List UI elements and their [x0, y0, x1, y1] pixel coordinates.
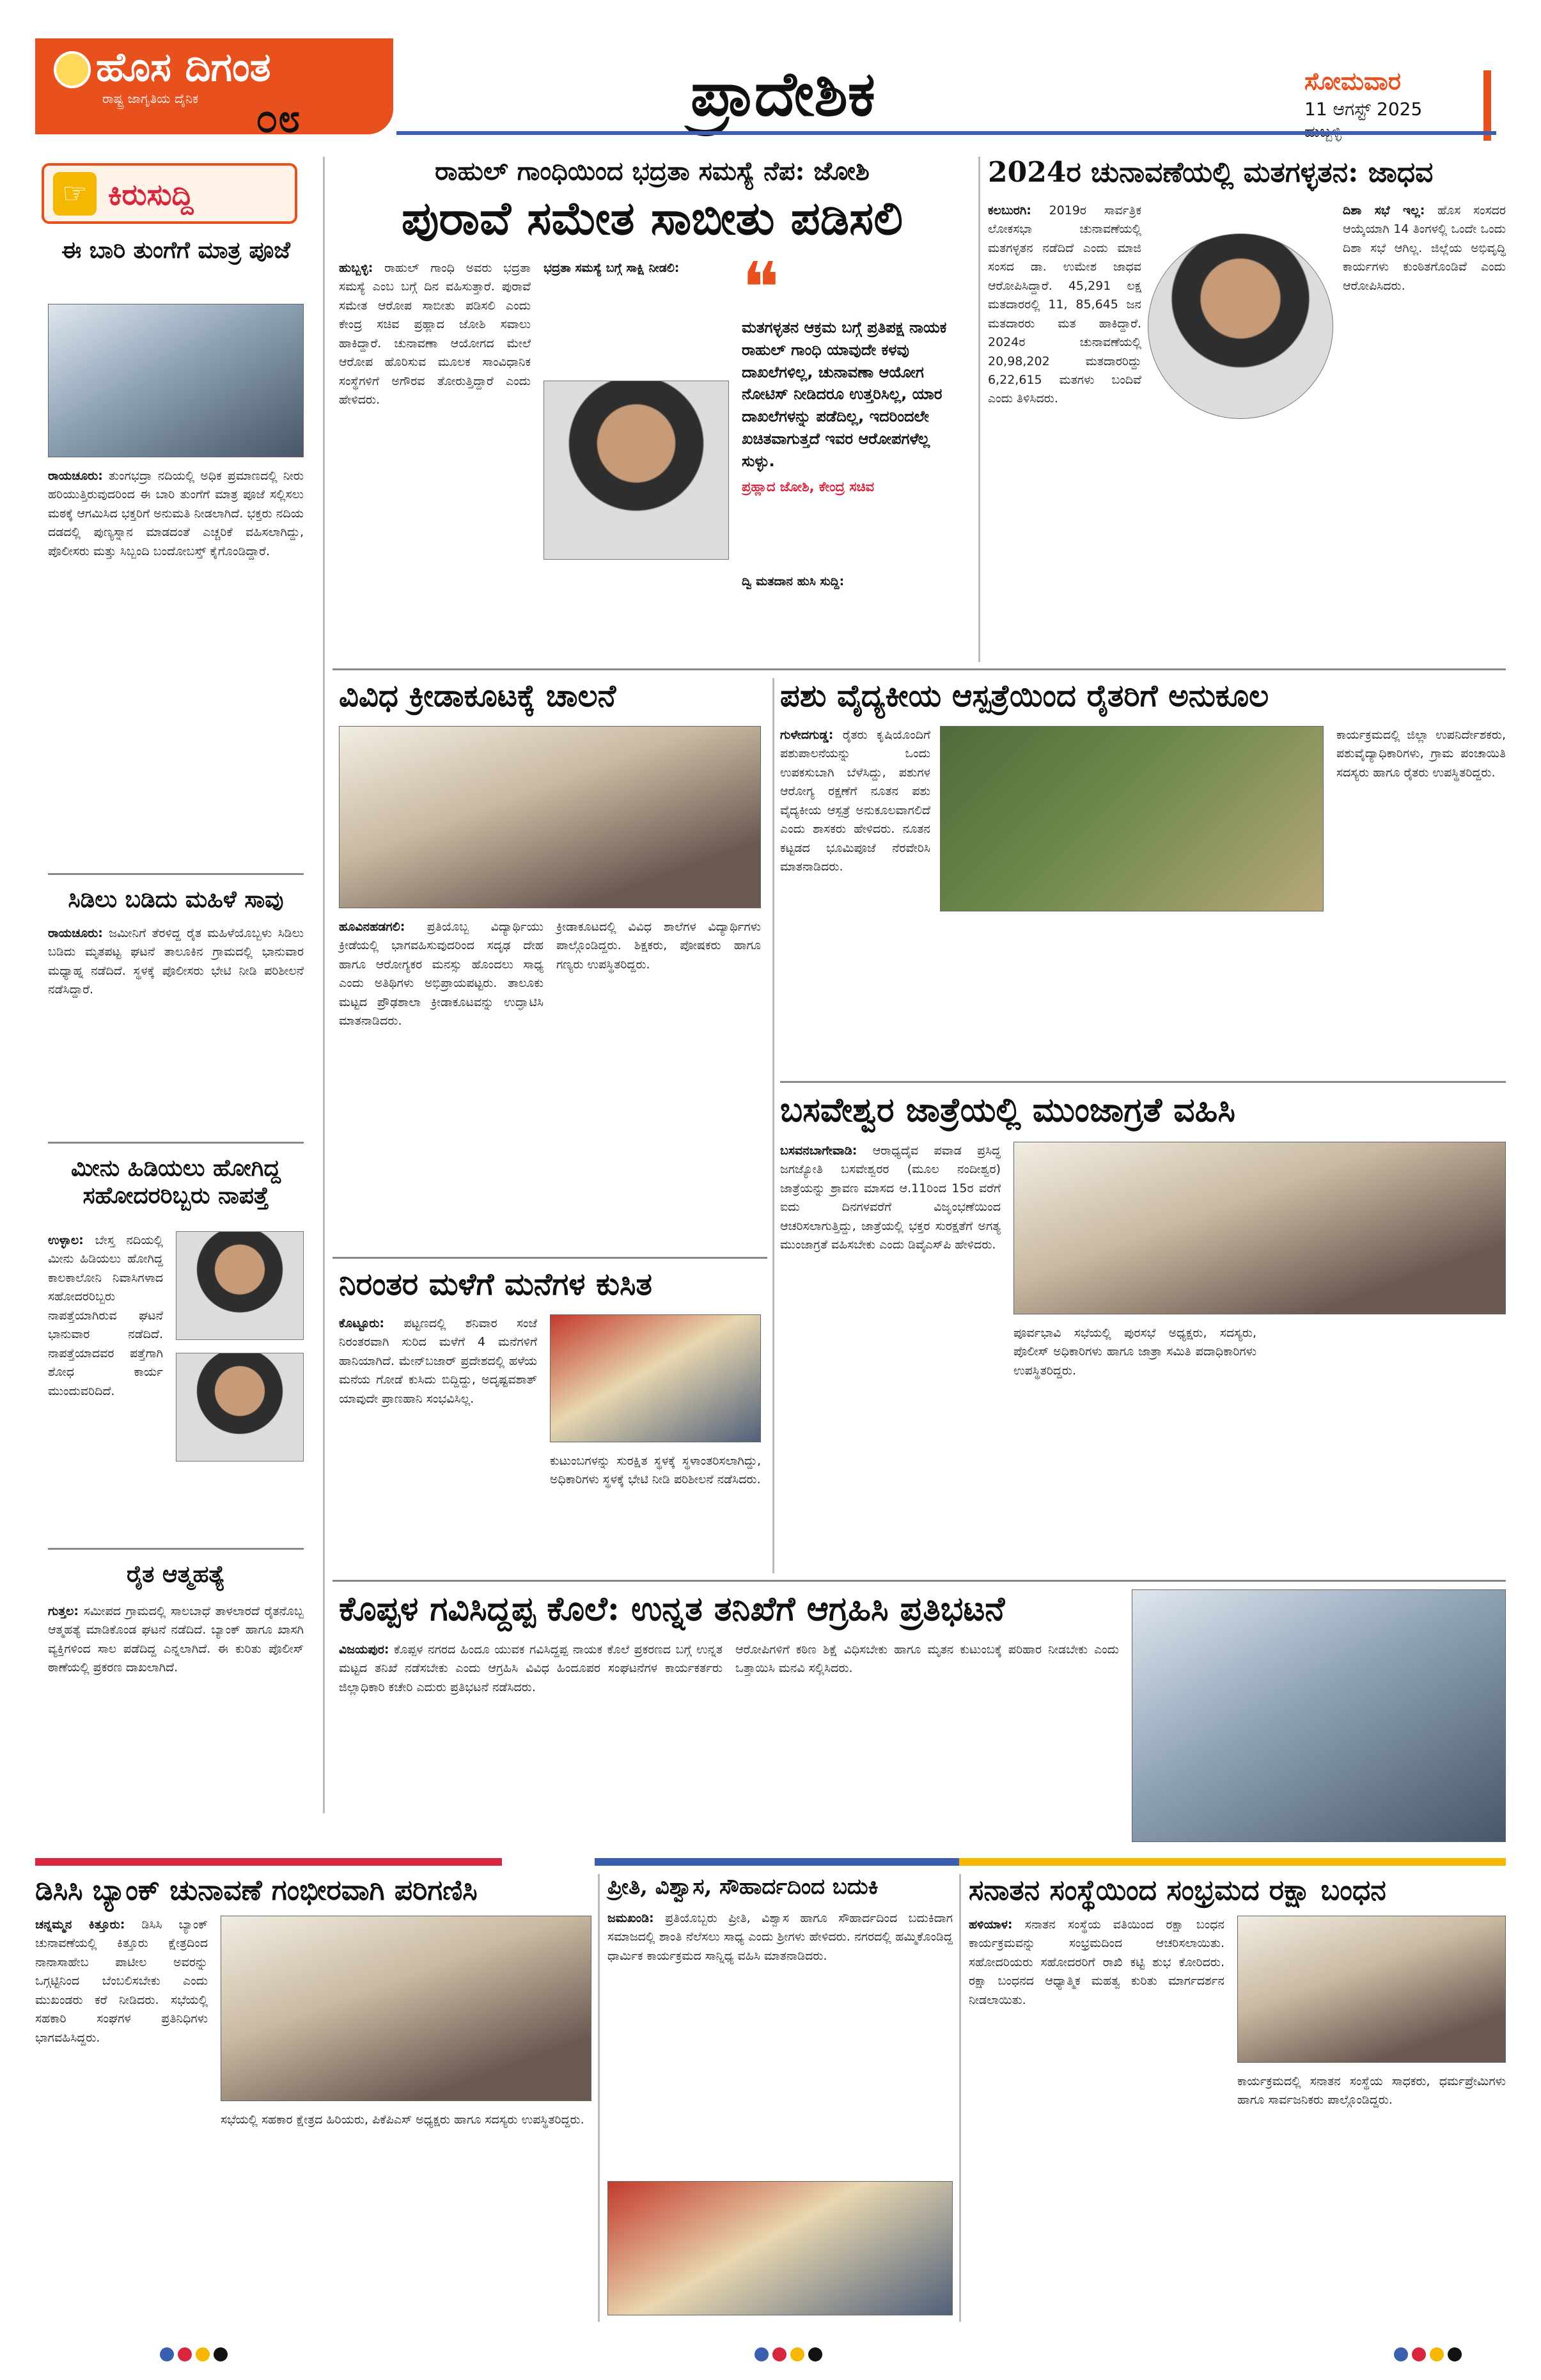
- sports-dateline: ಹೂವಿನಹಡಗಲಿ:: [339, 920, 405, 934]
- sanatan-story: [969, 1874, 1506, 2322]
- jadhav-headline: 2024ರ ಚುನಾವಣೆಯಲ್ಲಿ ಮತಗಳ್ಳತನ: ಜಾಧವ: [988, 156, 1434, 189]
- day-name: ಸೋಮವಾರ: [1304, 67, 1401, 95]
- reg-dot: [790, 2347, 804, 2361]
- jadhav-portrait: [1148, 233, 1333, 419]
- sidebar-item-text: ಜಮೀನಿಗೆ ತೆರಳಿದ್ದ ರೈತ ಮಹಿಳೆಯೊಬ್ಬಳು ಸಿಡಿಲು ಬಡಿದು ಮೃತಪಟ್ಟ ಘಟನೆ ತಾಲೂಕಿನ ಗ್ರಾಮದಲ್ಲಿ ಭಾನುವಾರ ಮಧ್ಯಾಹ್ನ ನಡೆದಿದೆ. ಸ್ಥಳಕ್ಕೆ ಪೊಲೀಸರು ಭೇಟಿ ನೀಡಿ ಪರಿಶೀಲನೆ ನಡೆಸಿದ್ದಾರೆ.: [48, 926, 304, 997]
- sports-photo: [339, 726, 761, 908]
- sidebar-item-head: ಸಿಡಿಲು ಬಡಿದು ಮಹಿಳೆ ಸಾವು: [68, 886, 284, 913]
- lead-quote: ಮತಗಳ್ಳತನ ಆಕ್ರಮ ಬಗ್ಗೆ ಪ್ರತಿಪಕ್ಷ ನಾಯಕ ರಾಹುಲ್ ಗಾಂಧಿ ಯಾವುದೇ ಕಳವು ದಾಖಲೆಗಳಿಲ್ಲ, ಚುನಾವಣಾ ಆಯೋಗ ನೋಟಿಸ್ ನೀಡಿದರೂ ಉತ್ತರಿಸಿಲ್ಲ, ಯಾರ ದಾಖಲೆಗಳನ್ನು ಪಡೆದಿಲ್ಲ, ಇದರಿಂದಲೇ ಖಚಿತವಾಗುತ್ತದೆ ಇವರ ಆರೋಪಗಳೆಲ್ಲ ಸುಳ್ಳು.: [742, 319, 947, 470]
- rain-body-text: ಪಟ್ಟಣದಲ್ಲಿ ಶನಿವಾರ ಸಂಜೆ ನಿರಂತರವಾಗಿ ಸುರಿದ ಮಳೆಗೆ 4 ಮನೆಗಳಿಗೆ ಹಾನಿಯಾಗಿದೆ. ಮೇನ್‌ಬಜಾರ್ ಪ್ರದೇಶದಲ್ಲಿ ಹಳೆಯ ಮನೆಯ ಗೋಡೆ ಕುಸಿದು ಬಿದ್ದಿದ್ದು, ಅದೃಷ್ಟವಶಾತ್ ಯಾವುದೇ ಪ್ರಾಣಹಾನಿ ಸಂಭವಿಸಿಲ್ಲ.: [339, 1316, 537, 1406]
- dcc-body-col2: ಸಭೆಯಲ್ಲಿ ಸಹಕಾರ ಕ್ಷೇತ್ರದ ಹಿರಿಯರು, ಪಿಕೆಪಿಎಸ್ ಅಧ್ಯಕ್ಷರು ಹಾಗೂ ಸದಸ್ಯರು ಉಪಸ್ಥಿತರಿದ್ದರು.: [221, 2113, 584, 2127]
- date-box: [1304, 67, 1422, 141]
- koppal-headline: ಕೊಪ್ಪಳ ಗವಿಸಿದ್ದಪ್ಪ ಕೊಲೆ: ಉನ್ನತ ತನಿಖೆಗೆ ಆಗ್ರಹಿಸಿ ಪ್ರತಿಭಟನೆ: [339, 1589, 1005, 1628]
- sidebar-photo: [48, 304, 304, 457]
- sidebar-item-text: ಸಮೀಪದ ಗ್ರಾಮದಲ್ಲಿ ಸಾಲಬಾಧೆ ತಾಳಲಾರದೆ ರೈತನೊಬ್ಬ ಆತ್ಮಹತ್ಯೆ ಮಾಡಿಕೊಂಡ ಘಟನೆ ನಡೆದಿದೆ. ಬ್ಯಾಂಕ್ ಹಾಗೂ ಖಾಸಗಿ ವ್ಯಕ್ತಿಗಳಿಂದ ಸಾಲ ಪಡೆದಿದ್ದ ಎನ್ನಲಾಗಿದೆ. ಈ ಕುರಿತು ಪೊಲೀಸ್ ಠಾಣೆಯಲ್ಲಿ ಪ್ರಕರಣ ದಾಖಲಾಗಿದೆ.: [48, 1604, 304, 1675]
- missing-person-photo: [176, 1231, 304, 1340]
- date-accent-bar: [1483, 70, 1491, 141]
- sanatan-headline: ಸನಾತನ ಸಂಸ್ಥೆಯಿಂದ ಸಂಭ್ರಮದ ರಕ್ಷಾ ಬಂಧನ: [969, 1874, 1386, 1907]
- basava-dateline: ಬಸವನಬಾಗೇವಾಡಿ:: [780, 1144, 857, 1158]
- masthead: [0, 0, 1541, 147]
- sports-body-col2: ಕ್ರೀಡಾಕೂಟದಲ್ಲಿ ವಿವಿಧ ಶಾಲೆಗಳ ವಿದ್ಯಾರ್ಥಿಗಳು ಪಾಲ್ಗೊಂಡಿದ್ದರು. ಶಿಕ್ಷಕರು, ಪೋಷಕರು ಹಾಗೂ ಗಣ್ಯರು ಉಪಸ್ಥಿತರಿದ್ದರು.: [556, 920, 761, 972]
- sidebar-item-dateline: ರಾಯಚೂರು:: [48, 926, 103, 940]
- jadhav-body2: ಹೊಸ ಸಂಸದರ ಆಯ್ಕೆಯಾಗಿ 14 ತಿಂಗಳಲ್ಲಿ ಒಂದೇ ಒಂದು ದಿಶಾ ಸಭೆ ಆಗಿಲ್ಲ. ಜಿಲ್ಲೆಯ ಅಭಿವೃದ್ಧಿ ಕಾರ್ಯಗಳು ಕುಂಠಿತಗೊಂಡಿವೆ ಎಂದು ಆರೋಪಿಸಿದರು.: [1343, 203, 1506, 293]
- section-divider: [780, 1081, 1506, 1083]
- dcc-story: [35, 1874, 591, 2322]
- lead-kicker: ರಾಹುಲ್ ಗಾಂಧಿಯಿಂದ ಭದ್ರತಾ ಸಮಸ್ಯೆ ನೆಪ: ಜೋಶಿ: [435, 156, 870, 186]
- jadhav-story: [988, 157, 1506, 662]
- sanatan-dateline: ಹಳಿಯಾಳ:: [969, 1918, 1013, 1932]
- section-divider: [332, 1580, 1506, 1582]
- sports-body-text: ಪ್ರತಿಯೊಬ್ಬ ವಿದ್ಯಾರ್ಥಿಯು ಕ್ರೀಡೆಯಲ್ಲಿ ಭಾಗವಹಿಸುವುದರಿಂದ ಸದೃಢ ದೇಹ ಹಾಗೂ ಆರೋಗ್ಯಕರ ಮನಸ್ಸು ಹೊಂದಲು ಸಾಧ್ಯ ಎಂದು ಅತಿಥಿಗಳು ಅಭಿಪ್ರಾಯಪಟ್ಟರು. ತಾಲೂಕು ಮಟ್ಟದ ಪ್ರೌಢಶಾಲಾ ಕ್ರೀಡಾಕೂಟವನ್ನು ಉದ್ಘಾಟಿಸಿ ಮಾತನಾಡಿದರು.: [339, 920, 544, 1028]
- preeti-photo: [607, 2181, 953, 2315]
- koppal-body-text: ಕೊಪ್ಪಳ ನಗರದ ಹಿಂದೂ ಯುವಕ ಗವಿಸಿದ್ದಪ್ಪ ನಾಯಕ ಕೊಲೆ ಪ್ರಕರಣದ ಬಗ್ಗೆ ಉನ್ನತ ಮಟ್ಟದ ತನಿಖೆ ನಡೆಸಬೇಕು ಎಂದು ಆಗ್ರಹಿಸಿ ವಿವಿಧ ಹಿಂದೂಪರ ಸಂಘಟನೆಗಳ ಕಾರ್ಯಕರ್ತರು ಜಿಲ್ಲಾಧಿಕಾರಿ ಕಚೇರಿ ಎದುರು ಪ್ರತಿಭಟನೆ ನಡೆಸಿದರು.: [339, 1643, 723, 1694]
- sidebar-item-dateline: ಉಳ್ಳಾಲ:: [48, 1233, 84, 1247]
- sidebar-item-text: ತುಂಗಭದ್ರಾ ನದಿಯಲ್ಲಿ ಅಧಿಕ ಪ್ರಮಾಣದಲ್ಲಿ ನೀರು ಹರಿಯುತ್ತಿರುವುದರಿಂದ ಈ ಬಾರಿ ತುಂಗೆಗೆ ಮಾತ್ರ ಪೂಜೆ ಸಲ್ಲಿಸಲು ಮಠಕ್ಕೆ ಆಗಮಿಸಿದ ಭಕ್ತರಿಗೆ ಅನುಮತಿ ನೀಡಲಾಗಿದೆ. ಭಕ್ತರು ನದಿಯ ದಡದಲ್ಲಿ ಪುಣ್ಯಸ್ನಾನ ಮಾಡದಂತೆ ಎಚ್ಚರಿಕೆ ವಹಿಸಲಾಗಿದ್ದು, ಪೊಲೀಸರು ಮತ್ತು ಸಿಬ್ಬಂದಿ ಬಂದೋಬಸ್ತ್ ಕೈಗೊಂಡಿದ್ದಾರೆ.: [48, 469, 304, 558]
- sports-story: [332, 678, 767, 1254]
- sports-body: [339, 918, 544, 1031]
- logo-tagline: ರಾಷ್ಟ್ರ ಜಾಗೃತಿಯ ದೈನಿಕ: [102, 91, 199, 106]
- koppal-dateline: ವಿಜಯಪುರ:: [339, 1643, 389, 1657]
- sidebar-brand: ಕಿರುಸುದ್ದಿ: [108, 177, 194, 212]
- lead-quote-box: [742, 247, 966, 560]
- koppal-story: [332, 1589, 1506, 1852]
- registration-marks-center: [755, 2347, 826, 2364]
- bottom-bar-yellow: [959, 1858, 1506, 1866]
- sidebar-item-body: [48, 924, 304, 1000]
- lead-bottom-subhead: ದ್ವಿ ಮತದಾನ ಹುಸಿ ಸುದ್ದಿ:: [742, 574, 845, 588]
- vet-dateline: ಗುಳೇದಗುಡ್ಡ:: [780, 728, 834, 742]
- lead-dateline: ಹುಬ್ಬಳ್ಳಿ:: [339, 261, 373, 275]
- lead-headline: ಪುರಾವೆ ಸಮೇತ ಸಾಬೀತು ಪಡಿಸಲಿ: [401, 191, 903, 245]
- joshi-portrait: [544, 381, 729, 560]
- rain-story: [332, 1266, 767, 1573]
- bottom-bar-blue: [595, 1858, 959, 1866]
- lead-body-col2: [544, 259, 729, 278]
- sidebar-item-body: [48, 467, 304, 561]
- dcc-body-text: ಡಿಸಿಸಿ ಬ್ಯಾಂಕ್ ಚುನಾವಣೆಯಲ್ಲಿ ಕಿತ್ತೂರು ಕ್ಷೇತ್ರದಿಂದ ನಾನಾಸಾಹೇಬ ಪಾಟೀಲ ಅವರನ್ನು ಒಗ್ಗಟ್ಟಿನಿಂದ ಬೆಂಬಲಿಸಬೇಕು ಎಂದು ಮುಖಂಡರು ಕರೆ ನೀಡಿದರು. ಸಭೆಯಲ್ಲಿ ಸಹಕಾರಿ ಸಂಘಗಳ ಪ್ರತಿನಿಧಿಗಳು ಭಾಗವಹಿಸಿದ್ದರು.: [35, 1918, 208, 2045]
- sanatan-body-col2: ಕಾರ್ಯಕ್ರಮದಲ್ಲಿ ಸನಾತನ ಸಂಸ್ಥೆಯ ಸಾಧಕರು, ಧರ್ಮಪ್ರೇಮಿಗಳು ಹಾಗೂ ಸಾರ್ವಜನಿಕರು ಪಾಲ್ಗೊಂಡಿದ್ದರು.: [1237, 2074, 1506, 2108]
- jadhav-body: [988, 201, 1141, 409]
- koppal-photo: [1132, 1589, 1506, 1842]
- rain-photo: [550, 1314, 761, 1442]
- vet-story: [780, 678, 1506, 1075]
- sidebar-divider: [48, 1548, 304, 1550]
- sidebar-item-head: ರೈತ ಆತ್ಮಹತ್ಯೆ: [126, 1561, 225, 1588]
- koppal-body-col2: ಆರೋಪಿಗಳಿಗೆ ಕಠಿಣ ಶಿಕ್ಷೆ ವಿಧಿಸಬೇಕು ಹಾಗೂ ಮೃತನ ಕುಟುಂಬಕ್ಕೆ ಪರಿಹಾರ ನೀಡಬೇಕು ಎಂದು ಒತ್ತಾಯಿಸಿ ಮನವಿ ಸಲ್ಲಿಸಿದರು.: [735, 1643, 1119, 1676]
- section-divider: [332, 1257, 767, 1259]
- reg-dot: [772, 2347, 786, 2361]
- sidebar-item-dateline: ರಾಯಚೂರು:: [48, 469, 103, 483]
- reg-dot: [755, 2347, 769, 2361]
- column-rule: [598, 1874, 600, 2322]
- preeti-dateline: ಜಮಖಂಡಿ:: [607, 1911, 654, 1925]
- column-rule: [772, 678, 774, 1573]
- vet-body-col2: ಕಾರ್ಯಕ್ರಮದಲ್ಲಿ ಜಿಲ್ಲಾ ಉಪನಿರ್ದೇಶಕರು, ಪಶುವೈದ್ಯಾಧಿಕಾರಿಗಳು, ಗ್ರಾಮ ಪಂಚಾಯಿತಿ ಸದಸ್ಯರು ಹಾಗೂ ರೈತರು ಉಪಸ್ಥಿತರಿದ್ದರು.: [1336, 728, 1506, 780]
- logo-emblem-icon: [54, 51, 91, 88]
- registration-marks-left: [160, 2347, 231, 2364]
- jadhav-body-col3: [1343, 201, 1506, 296]
- sidebar-item-dateline: ಗುತ್ತಲ:: [48, 1604, 79, 1618]
- reg-dot: [196, 2347, 210, 2361]
- basava-body-col2: ಪೂರ್ವಭಾವಿ ಸಭೆಯಲ್ಲಿ ಪುರಸಭೆ ಅಧ್ಯಕ್ಷರು, ಸದಸ್ಯರು, ಪೊಲೀಸ್ ಅಧಿಕಾರಿಗಳು ಹಾಗೂ ಜಾತ್ರಾ ಸಮಿತಿ ಪದಾಧಿಕಾರಿಗಳು ಉಪಸ್ಥಿತರಿದ್ದರು.: [1013, 1326, 1256, 1378]
- sanatan-body-text: ಸನಾತನ ಸಂಸ್ಥೆಯ ವತಿಯಿಂದ ರಕ್ಷಾ ಬಂಧನ ಕಾರ್ಯಕ್ರಮವನ್ನು ಸಂಭ್ರಮದಿಂದ ಆಚರಿಸಲಾಯಿತು. ಸಹೋದರಿಯರು ಸಹೋದರರಿಗೆ ರಾಖಿ ಕಟ್ಟಿ ಶುಭ ಕೋರಿದರು. ರಕ್ಷಾ ಬಂಧನದ ಆಧ್ಯಾತ್ಮಿಕ ಮಹತ್ವ ಕುರಿತು ಮಾರ್ಗದರ್ಶನ ನೀಡಲಾಯಿತು.: [969, 1918, 1224, 2007]
- pointing-hand-icon: ☞: [53, 172, 97, 216]
- sidebar-divider: [48, 873, 304, 875]
- quote-mark-icon: ❝: [742, 247, 780, 329]
- jadhav-subhead: ದಿಶಾ ಸಭೆ ಇಲ್ಲ:: [1343, 203, 1425, 217]
- dcc-dateline: ಚನ್ನಮ್ಮನ ಕಿತ್ತೂರು:: [35, 1918, 125, 1932]
- rain-body: [339, 1314, 537, 1408]
- vet-headline: ಪಶು ವೈದ್ಯಕೀಯ ಆಸ್ಪತ್ರೆಯಿಂದ ರೈತರಿಗೆ ಅನುಕೂಲ: [780, 678, 1269, 714]
- column-rule: [323, 157, 325, 1813]
- sidebar: [35, 157, 317, 1813]
- sidebar-divider: [48, 1142, 304, 1144]
- basava-photo: [1013, 1142, 1506, 1314]
- lead-quote-source: ಪ್ರಹ್ಲಾದ ಜೋಶಿ, ಕೇಂದ್ರ ಸಚಿವ: [742, 478, 875, 494]
- rain-headline: ನಿರಂತರ ಮಳೆಗೆ ಮನೆಗಳ ಕುಸಿತ: [339, 1266, 652, 1302]
- date-text: 11 ಆಗಸ್ಟ್ 2025: [1304, 99, 1423, 120]
- section-divider: [332, 668, 1506, 670]
- rain-dateline: ಕೊಟ್ಟೂರು:: [339, 1316, 385, 1330]
- lead-body: [339, 259, 531, 410]
- logo: ಹೊಸ ದಿಗಂತ: [96, 43, 271, 90]
- reg-dot: [1448, 2347, 1462, 2361]
- registration-marks-right: [1394, 2347, 1466, 2364]
- reg-dot: [1430, 2347, 1444, 2361]
- section-title: ಪ್ರಾದೇಶಿಕ: [691, 58, 875, 130]
- vet-photo: [940, 726, 1324, 911]
- reg-dot: [178, 2347, 192, 2361]
- sanatan-photo: [1237, 1916, 1506, 2063]
- sidebar-brand-box: [42, 163, 297, 224]
- reg-dot: [214, 2347, 228, 2361]
- basava-body-text: ಆರಾಧ್ಯದೈವ ಪವಾಡ ಪ್ರಸಿದ್ಧ ಜಗಜ್ಯೋತಿ ಬಸವೇಶ್ವರರ (ಮೂಲ ನಂದೀಶ್ವರ) ಜಾತ್ರೆಯನ್ನು ಶ್ರಾವಣ ಮಾಸದ ಆ.11ರಿಂದ 15ರ ವರೆಗೆ ಐದು ದಿನಗಳವರೆಗೆ ವಿಜೃಂಭಣೆಯಿಂದ ಆಚರಿಸಲಾಗುತ್ತಿದ್ದು, ಜಾತ್ರೆಯಲ್ಲಿ ಭಕ್ತರ ಸುರಕ್ಷತೆಗೆ ಅಗತ್ಯ ಮುಂಜಾಗ್ರತೆ ವಹಿಸಬೇಕು ಎಂದು ಡಿವೈಎಸ್‌ಪಿ ಹೇಳಿದರು.: [780, 1144, 1001, 1252]
- koppal-body: [339, 1641, 723, 1697]
- sidebar-item-body: [48, 1231, 163, 1401]
- column-rule: [978, 157, 980, 662]
- vet-body: [780, 726, 930, 877]
- reg-dot: [160, 2347, 174, 2361]
- lead-bottom: [742, 572, 966, 591]
- masthead-rule: [396, 131, 1496, 135]
- sidebar-item-body: [48, 1602, 304, 1678]
- basava-headline: ಬಸವೇಶ್ವರ ಜಾತ್ರೆಯಲ್ಲಿ ಮುಂಜಾಗ್ರತೆ ವಹಿಸಿ: [780, 1091, 1236, 1130]
- basava-story: [780, 1091, 1506, 1573]
- vet-body-text: ರೈತರು ಕೃಷಿಯೊಂದಿಗೆ ಪಶುಪಾಲನೆಯನ್ನು ಒಂದು ಉಪಕಸುಬಾಗಿ ಬೆಳೆಸಿದ್ದು, ಪಶುಗಳ ಆರೋಗ್ಯ ರಕ್ಷಣೆಗೆ ನೂತನ ಪಶು ವೈದ್ಯಕೀಯ ಆಸ್ಪತ್ರೆ ಅನುಕೂಲವಾಗಲಿದೆ ಎಂದು ಶಾಸಕರು ಹೇಳಿದರು. ನೂತನ ಕಟ್ಟಡದ ಭೂಮಿಪೂಜೆ ನೆರವೇರಿಸಿ ಮಾತನಾಡಿದರು.: [780, 728, 931, 874]
- dcc-body: [35, 1916, 208, 2047]
- basava-body: [780, 1142, 1001, 1255]
- preeti-headline: ಪ್ರೀತಿ, ವಿಶ್ವಾಸ, ಸೌಹಾರ್ದದಿಂದ ಬದುಕಿ: [607, 1874, 879, 1900]
- reg-dot: [1412, 2347, 1426, 2361]
- dcc-headline: ಡಿಸಿಸಿ ಬ್ಯಾಂಕ್ ಚುನಾವಣೆ ಗಂಭೀರವಾಗಿ ಪರಿಗಣಿಸಿ: [35, 1874, 478, 1907]
- sidebar-item-text: ಬೇಸ್ತ ನದಿಯಲ್ಲಿ ಮೀನು ಹಿಡಿಯಲು ಹೋಗಿದ್ದ ಕಾಲಕಾಲೋನಿ ನಿವಾಸಿಗಳಾದ ಸಹೋದರರಿಬ್ಬರು ನಾಪತ್ತೆಯಾಗಿರುವ ಘಟನೆ ಭಾನುವಾರ ನಡೆದಿದೆ. ನಾಪತ್ತೆಯಾದವರ ಪತ್ತೆಗಾಗಿ ಶೋಧ ಕಾರ್ಯ ಮುಂದುವರಿದಿದೆ.: [48, 1233, 163, 1398]
- lead-body-text: ರಾಹುಲ್ ಗಾಂಧಿ ಅವರು ಭದ್ರತಾ ಸಮಸ್ಯೆ ಎಂಬ ಬಗ್ಗೆ ದಿನ ವಹಿಸುತ್ತಾರೆ. ಪುರಾವೆ ಸಮೇತ ಆರೋಪ ಸಾಬೀತು ಪಡಿಸಲಿ ಎಂದು ಕೇಂದ್ರ ಸಚಿವ ಪ್ರಹ್ಲಾದ ಜೋಶಿ ಸವಾಲು ಹಾಕಿದ್ದಾರೆ. ಚುನಾವಣಾ ಆಯೋಗದ ಮೇಲೆ ಆರೋಪ ಹೊರಿಸುವ ಮೂಲಕ ಸಾಂವಿಧಾನಿಕ ಸಂಸ್ಥೆಗಳಿಗೆ ಅಗೌರವ ತೋರುತ್ತಿದ್ದಾರೆ ಎಂದು ಹೇಳಿದರು.: [339, 261, 531, 407]
- bottom-bar-red: [35, 1858, 502, 1866]
- lead-story: [332, 157, 972, 662]
- rain-body-col2: ಕುಟುಂಬಗಳನ್ನು ಸುರಕ್ಷಿತ ಸ್ಥಳಕ್ಕೆ ಸ್ಥಳಾಂತರಿಸಲಾಗಿದ್ದು, ಅಧಿಕಾರಿಗಳು ಸ್ಥಳಕ್ಕೆ ಭೇಟಿ ನೀಡಿ ಪರಿಶೀಲನೆ ನಡೆಸಿದರು.: [550, 1454, 761, 1487]
- preeti-body: [607, 1909, 953, 1966]
- missing-person-photo: [176, 1353, 304, 1462]
- sanatan-body: [969, 1916, 1224, 2010]
- preeti-body-text: ಪ್ರತಿಯೊಬ್ಬರು ಪ್ರೀತಿ, ವಿಶ್ವಾಸ ಹಾಗೂ ಸೌಹಾರ್ದದಿಂದ ಬದುಕಿದಾಗ ಸಮಾಜದಲ್ಲಿ ಶಾಂತಿ ನೆಲೆಸಲು ಸಾಧ್ಯ ಎಂದು ಶ್ರೀಗಳು ಹೇಳಿದರು. ನಗರದಲ್ಲಿ ಹಮ್ಮಿಕೊಂಡಿದ್ದ ಧಾರ್ಮಿಕ ಕಾರ್ಯಕ್ರಮದ ಸಾನ್ನಿಧ್ಯ ವಹಿಸಿ ಮಾತನಾಡಿದರು.: [607, 1911, 953, 1963]
- jadhav-body-text: 2019ರ ಸಾರ್ವತ್ರಿಕ ಲೋಕಸಭಾ ಚುನಾವಣೆಯಲ್ಲಿ ಮತಗಳ್ಳತನ ನಡೆದಿದೆ ಎಂದು ಮಾಜಿ ಸಂಸದ ಡಾ. ಉಮೇಶ ಜಾಧವ ಆರೋಪಿಸಿದ್ದಾರೆ. 45,291 ಲಕ್ಷ ಮತದಾರರಲ್ಲಿ 11, 85,645 ಜನ ಮತದಾರರು ಮತ ಹಾಕಿದ್ದಾರೆ. 2024ರ ಚುನಾವಣೆಯಲ್ಲಿ 20,98,202 ಮತದಾರರಿದ್ದು 6,22,615 ಮತಗಳು ಬಂದಿವೆ ಎಂದು ತಿಳಿಸಿದರು.: [988, 203, 1141, 406]
- lead-subhead: ಭದ್ರತಾ ಸಮಸ್ಯೆ ಬಗ್ಗೆ ಸಾಕ್ಷಿ ನೀಡಲಿ:: [544, 261, 680, 275]
- column-rule: [959, 1874, 961, 2322]
- sidebar-item-head: ಈ ಬಾರಿ ತುಂಗೆಗೆ ಮಾತ್ರ ಪೂಜೆ: [61, 237, 290, 264]
- reg-dot: [1394, 2347, 1408, 2361]
- jadhav-dateline: ಕಲಬುರಗಿ:: [988, 203, 1031, 217]
- reg-dot: [808, 2347, 822, 2361]
- sidebar-item-head: ಮೀನು ಹಿಡಿಯಲು ಹೋಗಿದ್ದ ಸಹೋದರರಿಬ್ಬರು ನಾಪತ್ತೆ: [70, 1155, 281, 1210]
- dcc-photo: [221, 1916, 591, 2101]
- sports-headline: ವಿವಿಧ ಕ್ರೀಡಾಕೂಟಕ್ಕೆ ಚಾಲನೆ: [339, 678, 616, 714]
- preeti-story: [607, 1874, 953, 2322]
- page-number: ೦೮: [256, 95, 301, 141]
